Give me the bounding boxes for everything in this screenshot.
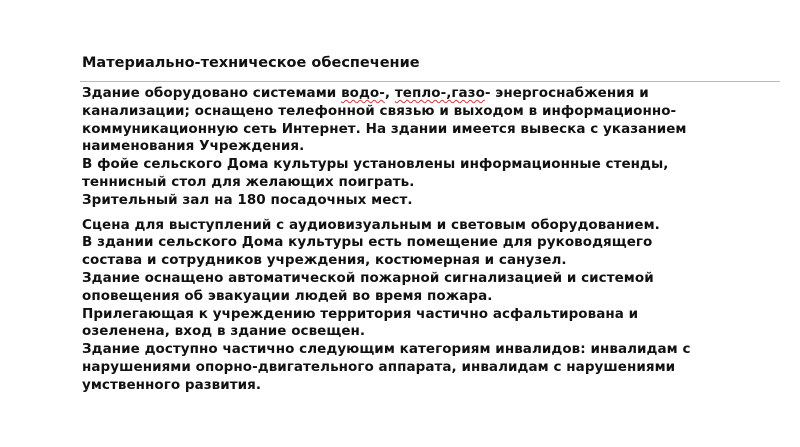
text-line: Зрительный зал на 180 посадочных мест. (82, 191, 413, 208)
paragraph-utilities (82, 85, 782, 210)
text-line: В здании сельского Дома культуры есть помещение для руководящего (82, 234, 653, 251)
spellcheck-word: тепло-,газо (394, 85, 485, 101)
text-line (82, 85, 782, 103)
spellcheck-word: водо- (341, 85, 385, 101)
text-fragment: - энергоснабжения и (484, 85, 649, 101)
text-line: состава и сотрудников учреждения, костюмерная и санузел. (82, 252, 567, 269)
text-line: наименования Учреждения. (82, 138, 305, 155)
section-heading: Материально-техническое обеспечение (82, 55, 420, 71)
text-fragment: , (384, 85, 395, 101)
text-line: теннисный стол для желающих поиграть. (82, 173, 415, 190)
text-line: Здание оснащено автоматической пожарной сигнализацией и системой (82, 269, 654, 286)
text-line: Здание доступно частично следующим категориям инвалидов: инвалидам с (82, 341, 691, 358)
text-line: Сцена для выступлений с аудиовизуальным и световым оборудованием. (82, 216, 660, 233)
text-line: В фойе сельского Дома культуры установлены информационные стенды, (82, 156, 669, 173)
text-line: умственного развития. (82, 376, 262, 393)
heading-divider (80, 81, 780, 82)
text-line: Прилегающая к учреждению территория частично асфальтирована и (82, 305, 639, 322)
text-line: озеленена, вход в здание освещен. (82, 323, 366, 340)
text-line: оповещения об эвакуации людей во время пожара. (82, 287, 493, 304)
text-line: нарушениями опорно-двигательного аппарата, инвалидам с нарушениями (82, 358, 676, 375)
text-line: коммуникационную сеть Интернет. На здании имеется вывеска с указанием (82, 120, 687, 137)
paragraph-spacer (82, 210, 782, 217)
text-line: канализации; оснащено телефонной связью и выходом в информационно- (82, 102, 677, 119)
text-fragment: Здание оборудовано системами (82, 85, 342, 101)
paragraph-facilities (82, 217, 782, 395)
section-body (82, 85, 782, 395)
